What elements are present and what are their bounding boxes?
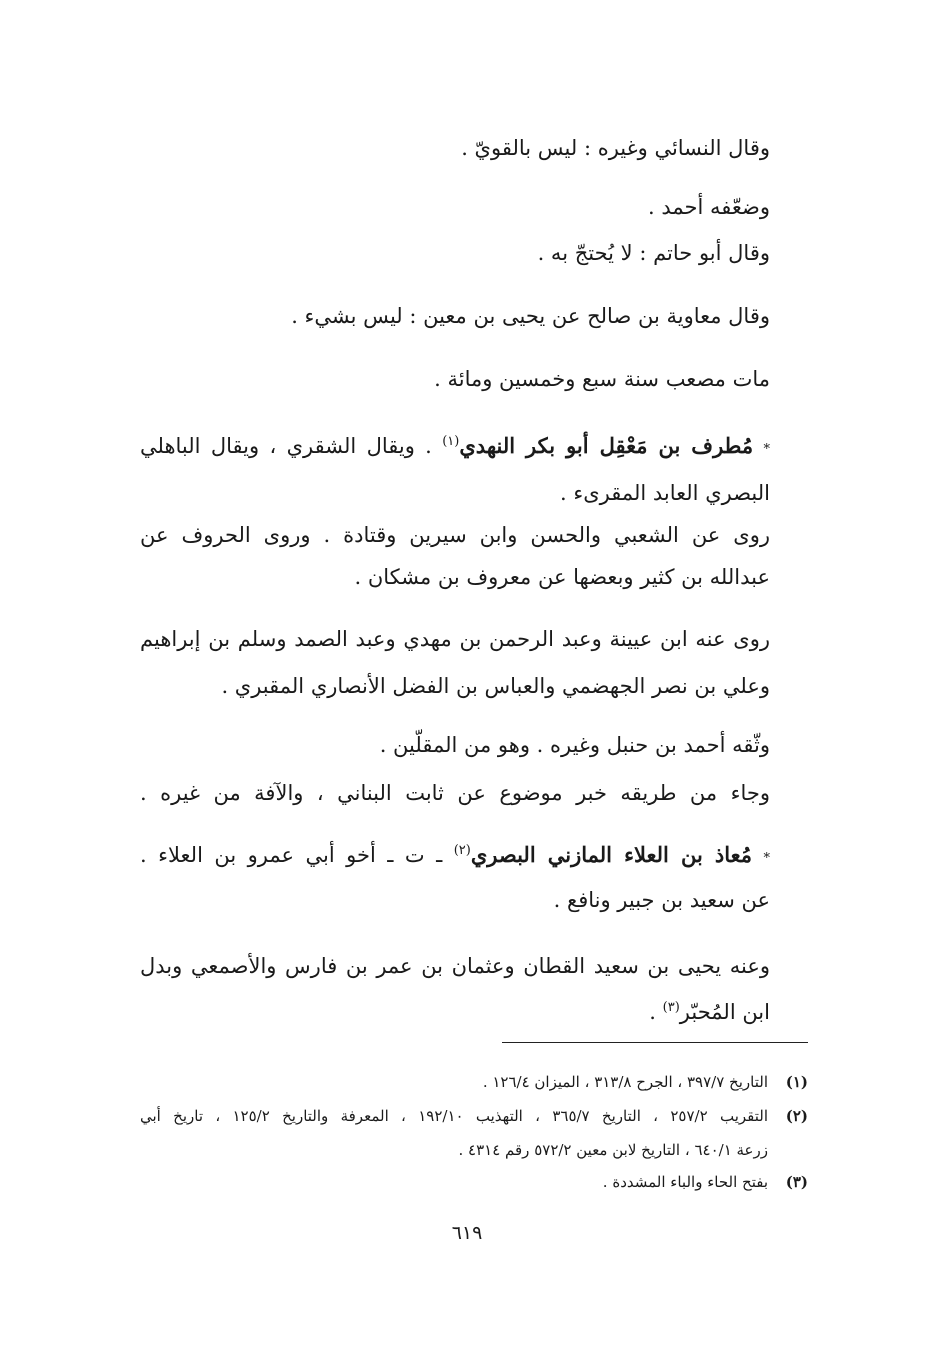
footnote-number: (٢) xyxy=(785,1107,808,1125)
text-line: وعلي بن نصر الجهضمي والعباس بن الفضل الأنصاري المقبري . xyxy=(221,674,770,698)
footnote-number: (١) xyxy=(785,1073,808,1091)
text-line-last xyxy=(649,993,770,1027)
text-line: وقال النسائي وغيره : ليس بالقويّ . xyxy=(461,136,770,160)
line-text: ابن المُحبّر xyxy=(679,1000,770,1024)
footnote-2 xyxy=(140,1104,808,1128)
text-line: روى عن الشعبي والحسن وابن سيرين وقتادة . وروى الحروف عن xyxy=(140,523,770,547)
entry-text: . ويقال الشقري ، ويقال الباهلي xyxy=(140,434,443,458)
text-line: روى عنه ابن عيينة وعبد الرحمن بن مهدي وعبد الصمد وسلم بن إبراهيم xyxy=(140,627,770,651)
text-line: وجاء من طريقه خبر موضوع عن ثابت البناني ، والآفة من غيره . xyxy=(140,781,770,805)
text-line: عبدالله بن كثير وبعضها عن معروف بن مشكان . xyxy=(354,565,770,589)
footnote-ref: (٣) xyxy=(662,1000,680,1015)
footnote-divider xyxy=(502,1042,808,1043)
footnote-text: التاريخ ٣٩٧/٧ ، الجرح ٣١٣/٨ ، الميزان ١٢٦/٤ . xyxy=(482,1073,768,1091)
footnote-2-continued: زرعة ٦٤٠/١ ، التاريخ لابن معين ٥٧٢/٢ رقم ٤٣١٤ . xyxy=(458,1141,768,1159)
footnote-1 xyxy=(483,1070,808,1094)
entry-text: ـ ت ـ أخو أبي عمرو بن العلاء . xyxy=(140,843,454,867)
footnote-text: بفتح الحاء والباء المشددة . xyxy=(602,1173,768,1191)
entry-name: مُطرف بن مَعْقِل أبو بكر النهدي xyxy=(459,433,754,458)
entry-heading-muadh xyxy=(140,836,770,874)
footnote-3 xyxy=(603,1170,808,1194)
entry-heading-mutarrif xyxy=(140,427,770,465)
text-line: وثّقه أحمد بن حنبل وغيره . وهو من المقلّين . xyxy=(379,733,770,757)
text-line: وقال أبو حاتم : لا يُحتجّ به . xyxy=(537,241,770,265)
entry-name: مُعاذ بن العلاء المازني البصري xyxy=(470,842,753,867)
text-line: مات مصعب سنة سبع وخمسين ومائة . xyxy=(434,367,770,391)
entry-marker: * xyxy=(763,851,770,866)
footnote-ref: (١) xyxy=(442,434,460,449)
footnote-ref: (٢) xyxy=(453,843,471,858)
line-text-end: . xyxy=(649,1000,663,1024)
text-line: البصري العابد المقرىء . xyxy=(559,481,770,505)
text-line: وقال معاوية بن صالح عن يحيى بن معين : ليس بشيء . xyxy=(291,304,770,328)
text-line: عن سعيد بن جبير ونافع . xyxy=(553,888,770,912)
footnote-number: (٣) xyxy=(785,1173,808,1191)
footnote-text: التقريب ٢٥٧/٢ ، التاريخ ٣٦٥/٧ ، التهذيب ١٩٢/١٠ ، المعرفة والتاريخ ١٢٥/٢ ، تاريخ أبي xyxy=(140,1107,768,1125)
entry-marker: * xyxy=(763,442,770,457)
text-line: وضعّفه أحمد . xyxy=(648,195,770,219)
page-number: ٦١٩ xyxy=(451,1222,483,1244)
text-line: وعنه يحيى بن سعيد القطان وعثمان بن عمر بن فارس والأصمعي وبدل xyxy=(140,954,770,978)
